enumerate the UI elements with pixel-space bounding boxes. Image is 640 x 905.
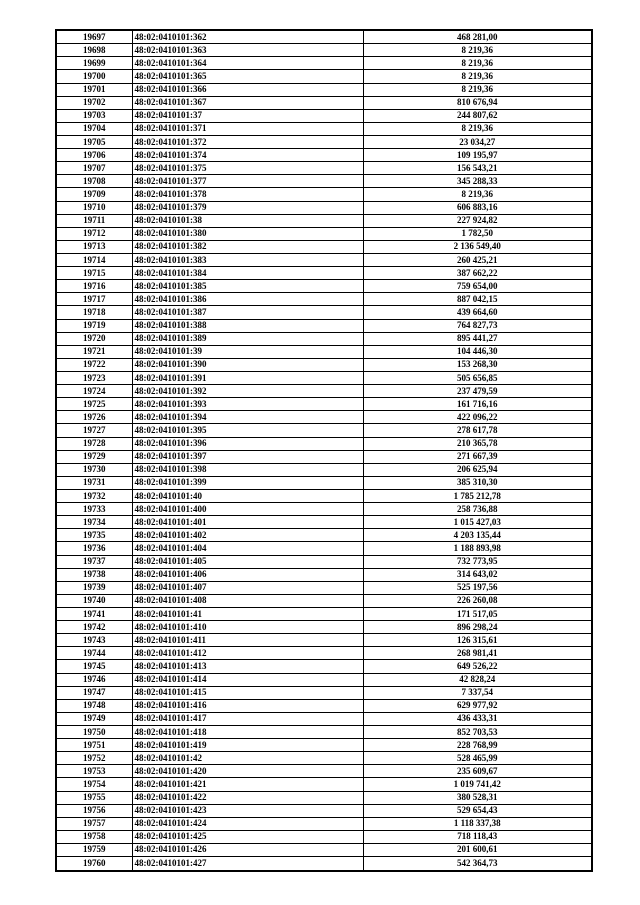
cadastral-number-cell: 48:02:0410101:396 <box>132 437 363 450</box>
table-row <box>56 398 592 411</box>
row-number-cell: 19708 <box>56 175 132 188</box>
cadastral-number-cell: 48:02:0410101:425 <box>132 830 363 843</box>
table-row <box>56 162 592 175</box>
row-number-cell: 19726 <box>56 411 132 424</box>
cadastral-number-cell: 48:02:0410101:419 <box>132 739 363 752</box>
table-row <box>56 70 592 83</box>
value-cell: 764 827,73 <box>363 319 592 332</box>
row-number-cell: 19698 <box>56 44 132 57</box>
table-row <box>56 516 592 529</box>
table-row <box>56 293 592 306</box>
row-number-cell: 19705 <box>56 136 132 149</box>
value-cell: 629 977,92 <box>363 699 592 712</box>
table-row <box>56 358 592 371</box>
value-cell: 8 219,36 <box>363 188 592 201</box>
table-row <box>56 542 592 555</box>
cadastral-number-cell: 48:02:0410101:374 <box>132 149 363 162</box>
value-cell: 380 528,31 <box>363 791 592 804</box>
parcel-table <box>55 29 593 872</box>
table-row <box>56 175 592 188</box>
row-number-cell: 19697 <box>56 30 132 44</box>
value-cell: 385 310,30 <box>363 476 592 489</box>
row-number-cell: 19760 <box>56 857 132 871</box>
row-number-cell: 19727 <box>56 424 132 437</box>
value-cell: 227 924,82 <box>363 214 592 227</box>
table-row <box>56 437 592 450</box>
value-cell: 649 526,22 <box>363 660 592 673</box>
row-number-cell: 19699 <box>56 57 132 70</box>
value-cell: 1 782,50 <box>363 227 592 240</box>
table-row <box>56 345 592 358</box>
cadastral-number-cell: 48:02:0410101:37 <box>132 109 363 122</box>
table-row <box>56 699 592 712</box>
value-cell: 732 773,95 <box>363 555 592 568</box>
cadastral-number-cell: 48:02:0410101:384 <box>132 267 363 280</box>
cadastral-number-cell: 48:02:0410101:378 <box>132 188 363 201</box>
row-number-cell: 19711 <box>56 214 132 227</box>
row-number-cell: 19704 <box>56 122 132 135</box>
cadastral-number-cell: 48:02:0410101:408 <box>132 594 363 607</box>
value-cell: 759 654,00 <box>363 280 592 293</box>
table-row <box>56 227 592 240</box>
value-cell: 887 042,15 <box>363 293 592 306</box>
row-number-cell: 19722 <box>56 358 132 371</box>
value-cell: 8 219,36 <box>363 44 592 57</box>
value-cell: 810 676,94 <box>363 96 592 109</box>
table-row <box>56 489 592 502</box>
row-number-cell: 19721 <box>56 345 132 358</box>
table-row <box>56 660 592 673</box>
cadastral-number-cell: 48:02:0410101:365 <box>132 70 363 83</box>
value-cell: 896 298,24 <box>363 621 592 634</box>
row-number-cell: 19710 <box>56 201 132 214</box>
value-cell: 1 015 427,03 <box>363 516 592 529</box>
cadastral-number-cell: 48:02:0410101:41 <box>132 607 363 620</box>
value-cell: 268 981,41 <box>363 647 592 660</box>
value-cell: 852 703,53 <box>363 725 592 738</box>
value-cell: 1 188 893,98 <box>363 542 592 555</box>
row-number-cell: 19700 <box>56 70 132 83</box>
cadastral-number-cell: 48:02:0410101:397 <box>132 450 363 463</box>
value-cell: 345 288,33 <box>363 175 592 188</box>
row-number-cell: 19737 <box>56 555 132 568</box>
value-cell: 153 268,30 <box>363 358 592 371</box>
row-number-cell: 19738 <box>56 568 132 581</box>
value-cell: 156 543,21 <box>363 162 592 175</box>
cadastral-number-cell: 48:02:0410101:362 <box>132 30 363 44</box>
value-cell: 2 136 549,40 <box>363 240 592 253</box>
cadastral-number-cell: 48:02:0410101:420 <box>132 765 363 778</box>
table-row <box>56 83 592 96</box>
table-row <box>56 424 592 437</box>
row-number-cell: 19706 <box>56 149 132 162</box>
cadastral-number-cell: 48:02:0410101:39 <box>132 345 363 358</box>
cadastral-number-cell: 48:02:0410101:380 <box>132 227 363 240</box>
row-number-cell: 19731 <box>56 476 132 489</box>
value-cell: 258 736,88 <box>363 503 592 516</box>
cadastral-number-cell: 48:02:0410101:399 <box>132 476 363 489</box>
table-row <box>56 30 592 44</box>
row-number-cell: 19746 <box>56 673 132 686</box>
cadastral-number-cell: 48:02:0410101:405 <box>132 555 363 568</box>
value-cell: 8 219,36 <box>363 122 592 135</box>
value-cell: 468 281,00 <box>363 30 592 44</box>
table-row <box>56 673 592 686</box>
table-row <box>56 411 592 424</box>
row-number-cell: 19720 <box>56 332 132 345</box>
row-number-cell: 19725 <box>56 398 132 411</box>
table-row <box>56 607 592 620</box>
table-row <box>56 332 592 345</box>
table-row <box>56 686 592 699</box>
cadastral-number-cell: 48:02:0410101:402 <box>132 529 363 542</box>
table-row <box>56 306 592 319</box>
row-number-cell: 19735 <box>56 529 132 542</box>
cadastral-number-cell: 48:02:0410101:400 <box>132 503 363 516</box>
table-row <box>56 254 592 267</box>
value-cell: 228 768,99 <box>363 739 592 752</box>
row-number-cell: 19743 <box>56 634 132 647</box>
value-cell: 260 425,21 <box>363 254 592 267</box>
value-cell: 278 617,78 <box>363 424 592 437</box>
row-number-cell: 19733 <box>56 503 132 516</box>
table-row <box>56 791 592 804</box>
value-cell: 7 337,54 <box>363 686 592 699</box>
cadastral-number-cell: 48:02:0410101:363 <box>132 44 363 57</box>
cadastral-number-cell: 48:02:0410101:398 <box>132 463 363 476</box>
value-cell: 42 828,24 <box>363 673 592 686</box>
cadastral-number-cell: 48:02:0410101:372 <box>132 136 363 149</box>
cadastral-number-cell: 48:02:0410101:42 <box>132 752 363 765</box>
table-row <box>56 804 592 817</box>
cadastral-number-cell: 48:02:0410101:388 <box>132 319 363 332</box>
cadastral-number-cell: 48:02:0410101:422 <box>132 791 363 804</box>
row-number-cell: 19756 <box>56 804 132 817</box>
value-cell: 4 203 135,44 <box>363 529 592 542</box>
value-cell: 1 019 741,42 <box>363 778 592 791</box>
row-number-cell: 19741 <box>56 607 132 620</box>
cadastral-number-cell: 48:02:0410101:424 <box>132 817 363 830</box>
cadastral-number-cell: 48:02:0410101:423 <box>132 804 363 817</box>
table-row <box>56 240 592 253</box>
row-number-cell: 19745 <box>56 660 132 673</box>
cadastral-number-cell: 48:02:0410101:392 <box>132 385 363 398</box>
table-row <box>56 503 592 516</box>
table-row <box>56 765 592 778</box>
cadastral-number-cell: 48:02:0410101:421 <box>132 778 363 791</box>
table-row <box>56 739 592 752</box>
cadastral-number-cell: 48:02:0410101:371 <box>132 122 363 135</box>
value-cell: 529 654,43 <box>363 804 592 817</box>
row-number-cell: 19732 <box>56 489 132 502</box>
table-row <box>56 267 592 280</box>
table-row <box>56 44 592 57</box>
value-cell: 161 716,16 <box>363 398 592 411</box>
cadastral-number-cell: 48:02:0410101:377 <box>132 175 363 188</box>
cadastral-number-cell: 48:02:0410101:394 <box>132 411 363 424</box>
value-cell: 126 315,61 <box>363 634 592 647</box>
table-row <box>56 857 592 871</box>
row-number-cell: 19750 <box>56 725 132 738</box>
cadastral-number-cell: 48:02:0410101:367 <box>132 96 363 109</box>
value-cell: 542 364,73 <box>363 857 592 871</box>
value-cell: 206 625,94 <box>363 463 592 476</box>
row-number-cell: 19703 <box>56 109 132 122</box>
cadastral-number-cell: 48:02:0410101:395 <box>132 424 363 437</box>
row-number-cell: 19712 <box>56 227 132 240</box>
value-cell: 244 807,62 <box>363 109 592 122</box>
cadastral-number-cell: 48:02:0410101:386 <box>132 293 363 306</box>
value-cell: 171 517,05 <box>363 607 592 620</box>
table-row <box>56 529 592 542</box>
value-cell: 210 365,78 <box>363 437 592 450</box>
row-number-cell: 19723 <box>56 372 132 385</box>
cadastral-number-cell: 48:02:0410101:379 <box>132 201 363 214</box>
row-number-cell: 19716 <box>56 280 132 293</box>
cadastral-number-cell: 48:02:0410101:38 <box>132 214 363 227</box>
row-number-cell: 19753 <box>56 765 132 778</box>
row-number-cell: 19759 <box>56 843 132 856</box>
table-row <box>56 463 592 476</box>
table-row <box>56 109 592 122</box>
cadastral-number-cell: 48:02:0410101:40 <box>132 489 363 502</box>
table-row <box>56 280 592 293</box>
row-number-cell: 19724 <box>56 385 132 398</box>
table-row <box>56 96 592 109</box>
row-number-cell: 19702 <box>56 96 132 109</box>
value-cell: 201 600,61 <box>363 843 592 856</box>
row-number-cell: 19744 <box>56 647 132 660</box>
cadastral-number-cell: 48:02:0410101:412 <box>132 647 363 660</box>
row-number-cell: 19730 <box>56 463 132 476</box>
table-row <box>56 319 592 332</box>
value-cell: 505 656,85 <box>363 372 592 385</box>
table-row <box>56 214 592 227</box>
row-number-cell: 19718 <box>56 306 132 319</box>
cadastral-number-cell: 48:02:0410101:391 <box>132 372 363 385</box>
table-row <box>56 712 592 725</box>
value-cell: 8 219,36 <box>363 83 592 96</box>
row-number-cell: 19701 <box>56 83 132 96</box>
value-cell: 1 785 212,78 <box>363 489 592 502</box>
value-cell: 1 118 337,38 <box>363 817 592 830</box>
row-number-cell: 19736 <box>56 542 132 555</box>
table-row <box>56 555 592 568</box>
table-row <box>56 581 592 594</box>
table-row <box>56 385 592 398</box>
table-row <box>56 725 592 738</box>
cadastral-number-cell: 48:02:0410101:410 <box>132 621 363 634</box>
table-row <box>56 450 592 463</box>
table-row <box>56 568 592 581</box>
table-row <box>56 634 592 647</box>
cadastral-number-cell: 48:02:0410101:411 <box>132 634 363 647</box>
cadastral-number-cell: 48:02:0410101:407 <box>132 581 363 594</box>
cadastral-number-cell: 48:02:0410101:418 <box>132 725 363 738</box>
cadastral-number-cell: 48:02:0410101:385 <box>132 280 363 293</box>
table-row <box>56 476 592 489</box>
cadastral-number-cell: 48:02:0410101:366 <box>132 83 363 96</box>
row-number-cell: 19715 <box>56 267 132 280</box>
value-cell: 271 667,39 <box>363 450 592 463</box>
value-cell: 895 441,27 <box>363 332 592 345</box>
row-number-cell: 19728 <box>56 437 132 450</box>
table-row <box>56 621 592 634</box>
cadastral-number-cell: 48:02:0410101:406 <box>132 568 363 581</box>
row-number-cell: 19707 <box>56 162 132 175</box>
value-cell: 422 096,22 <box>363 411 592 424</box>
cadastral-number-cell: 48:02:0410101:382 <box>132 240 363 253</box>
value-cell: 525 197,56 <box>363 581 592 594</box>
row-number-cell: 19740 <box>56 594 132 607</box>
table-row <box>56 136 592 149</box>
value-cell: 314 643,02 <box>363 568 592 581</box>
value-cell: 8 219,36 <box>363 57 592 70</box>
cadastral-number-cell: 48:02:0410101:416 <box>132 699 363 712</box>
row-number-cell: 19749 <box>56 712 132 725</box>
table-row <box>56 57 592 70</box>
cadastral-number-cell: 48:02:0410101:414 <box>132 673 363 686</box>
value-cell: 104 446,30 <box>363 345 592 358</box>
row-number-cell: 19754 <box>56 778 132 791</box>
value-cell: 23 034,27 <box>363 136 592 149</box>
table-row <box>56 188 592 201</box>
row-number-cell: 19719 <box>56 319 132 332</box>
value-cell: 226 260,08 <box>363 594 592 607</box>
row-number-cell: 19709 <box>56 188 132 201</box>
cadastral-number-cell: 48:02:0410101:383 <box>132 254 363 267</box>
row-number-cell: 19714 <box>56 254 132 267</box>
row-number-cell: 19747 <box>56 686 132 699</box>
value-cell: 528 465,99 <box>363 752 592 765</box>
cadastral-number-cell: 48:02:0410101:413 <box>132 660 363 673</box>
row-number-cell: 19748 <box>56 699 132 712</box>
table-row <box>56 817 592 830</box>
cadastral-number-cell: 48:02:0410101:387 <box>132 306 363 319</box>
cadastral-number-cell: 48:02:0410101:393 <box>132 398 363 411</box>
row-number-cell: 19751 <box>56 739 132 752</box>
table-row <box>56 830 592 843</box>
row-number-cell: 19742 <box>56 621 132 634</box>
cadastral-number-cell: 48:02:0410101:427 <box>132 857 363 871</box>
value-cell: 436 433,31 <box>363 712 592 725</box>
table-row <box>56 149 592 162</box>
table-row <box>56 372 592 385</box>
table-row <box>56 752 592 765</box>
cadastral-number-cell: 48:02:0410101:375 <box>132 162 363 175</box>
cadastral-number-cell: 48:02:0410101:390 <box>132 358 363 371</box>
cadastral-number-cell: 48:02:0410101:401 <box>132 516 363 529</box>
value-cell: 237 479,59 <box>363 385 592 398</box>
value-cell: 387 662,22 <box>363 267 592 280</box>
cadastral-number-cell: 48:02:0410101:426 <box>132 843 363 856</box>
row-number-cell: 19758 <box>56 830 132 843</box>
table-row <box>56 647 592 660</box>
value-cell: 109 195,97 <box>363 149 592 162</box>
parcel-table-body <box>56 30 592 871</box>
cadastral-number-cell: 48:02:0410101:389 <box>132 332 363 345</box>
value-cell: 8 219,36 <box>363 70 592 83</box>
value-cell: 235 609,67 <box>363 765 592 778</box>
table-row <box>56 778 592 791</box>
value-cell: 718 118,43 <box>363 830 592 843</box>
table-row <box>56 122 592 135</box>
value-cell: 606 883,16 <box>363 201 592 214</box>
table-row <box>56 594 592 607</box>
table-row <box>56 201 592 214</box>
cadastral-number-cell: 48:02:0410101:415 <box>132 686 363 699</box>
row-number-cell: 19717 <box>56 293 132 306</box>
row-number-cell: 19757 <box>56 817 132 830</box>
value-cell: 439 664,60 <box>363 306 592 319</box>
row-number-cell: 19729 <box>56 450 132 463</box>
cadastral-number-cell: 48:02:0410101:404 <box>132 542 363 555</box>
cadastral-number-cell: 48:02:0410101:364 <box>132 57 363 70</box>
row-number-cell: 19713 <box>56 240 132 253</box>
row-number-cell: 19752 <box>56 752 132 765</box>
cadastral-number-cell: 48:02:0410101:417 <box>132 712 363 725</box>
table-row <box>56 843 592 856</box>
row-number-cell: 19739 <box>56 581 132 594</box>
row-number-cell: 19734 <box>56 516 132 529</box>
row-number-cell: 19755 <box>56 791 132 804</box>
